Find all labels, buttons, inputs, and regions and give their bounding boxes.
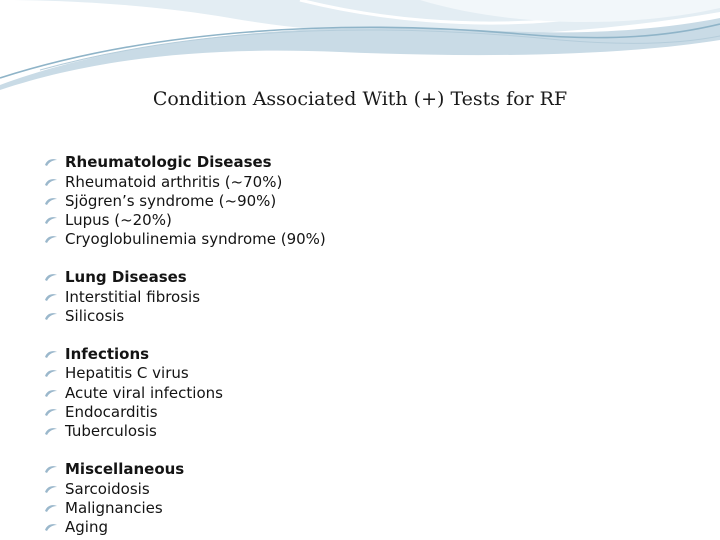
swoosh-bullet-icon [44,503,58,513]
list-item-label: Sjögren’s syndrome (~90%) [65,192,277,210]
swoosh-bullet-icon [44,426,58,436]
section-heading-miscellaneous [44,459,184,479]
list-item [44,229,326,249]
section-heading-label: Infections [65,345,150,363]
list-item [44,498,163,518]
list-item [44,306,124,326]
swoosh-bullet-icon [44,388,58,398]
section-heading-infections [44,344,149,364]
list-item-label: Silicosis [65,307,125,325]
swoosh-bullet-icon [44,157,58,167]
list-item [44,363,189,383]
list-item-label: Hepatitis C virus [65,364,189,382]
section-heading-label: Rheumatologic Diseases [65,153,272,171]
list-item [44,421,157,441]
list-item-label: Malignancies [65,499,163,517]
list-item-label: Acute viral infections [65,384,223,402]
list-item [44,383,223,403]
section-heading-label: Miscellaneous [65,460,185,478]
list-item-label: Tuberculosis [65,422,157,440]
list-item [44,191,276,211]
section-heading-lung [44,267,187,287]
list-item-label: Endocarditis [65,403,158,421]
swoosh-bullet-icon [44,215,58,225]
list-item [44,210,172,230]
list-item [44,517,108,537]
slide-title: Condition Associated With (+) Tests for RF [152,88,568,110]
swoosh-bullet-icon [44,407,58,417]
swoosh-bullet-icon [44,196,58,206]
swoosh-bullet-icon [44,292,58,302]
swoosh-bullet-icon [44,522,58,532]
list-item-label: Aging [65,518,108,536]
swoosh-bullet-icon [44,311,58,321]
swoosh-bullet-icon [44,234,58,244]
swoosh-bullet-icon [44,177,58,187]
swoosh-bullet-icon [44,368,58,378]
swoosh-bullet-icon [44,349,58,359]
list-item-label: Interstitial fibrosis [65,288,201,306]
section-heading-rheumatologic [44,152,272,172]
swoosh-bullet-icon [44,272,58,282]
swoosh-bullet-icon [44,464,58,474]
list-item [44,479,150,499]
section-heading-label: Lung Diseases [65,268,187,286]
list-item [44,172,282,192]
list-item-label: Rheumatoid arthritis (~70%) [65,173,283,191]
list-item [44,402,158,422]
list-item [44,287,200,307]
list-item-label: Sarcoidosis [65,480,150,498]
list-item-label: Lupus (~20%) [65,211,172,229]
list-item-label: Cryoglobulinemia syndrome (90%) [65,230,326,248]
swoosh-bullet-icon [44,484,58,494]
